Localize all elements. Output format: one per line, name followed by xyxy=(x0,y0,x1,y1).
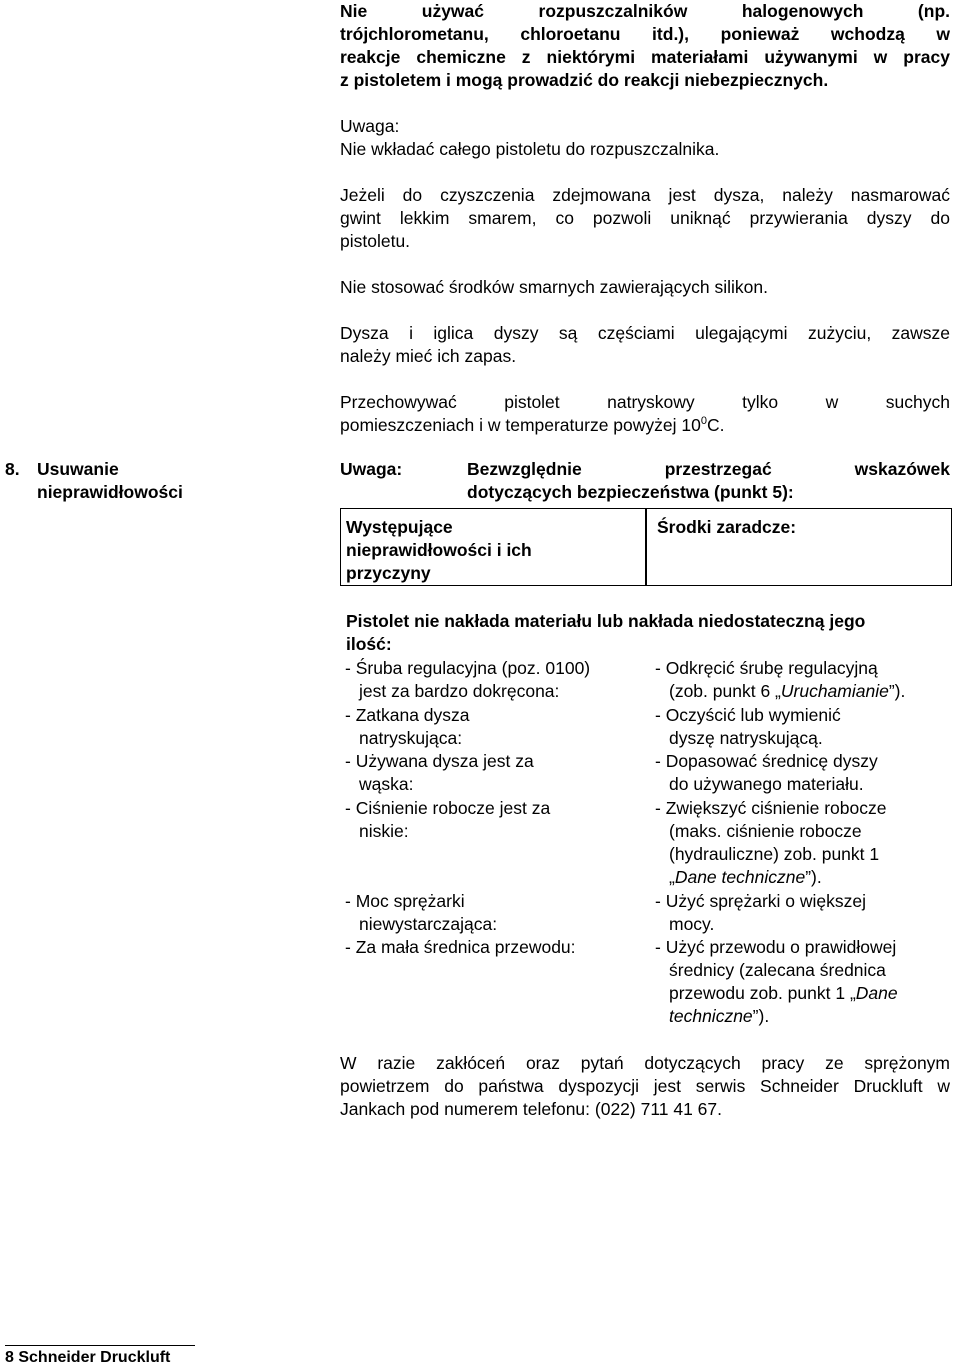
cause-clogged-nozzle-line2: natryskująca: xyxy=(359,728,463,748)
footer-rule xyxy=(5,1345,195,1346)
remedy-compressor-line1: - Użyć sprężarki o większej xyxy=(655,891,867,911)
section-title-line2: nieprawidłowości xyxy=(37,482,183,502)
table-header-cause-line3: przyczyny xyxy=(346,563,431,583)
storage-line2-unit: C. xyxy=(707,415,725,435)
nozzle-paragraph-line3: pistoletu. xyxy=(340,231,411,251)
contact-line1: W razie zakłóceń oraz pytań dotyczących pracy ze sprężonym xyxy=(340,1053,950,1073)
table-header-remedy: Środki zaradcze: xyxy=(657,517,797,537)
cause-narrow-nozzle-line2: wąska: xyxy=(359,774,414,794)
wear-parts-line1: Dysza i iglica dyszy są częściami ulegającymi zużyciu, zawsze xyxy=(340,323,950,343)
cause-clogged-nozzle-line1: - Zatkana dysza xyxy=(345,705,470,725)
cause-low-pressure-line2: niskie: xyxy=(359,821,409,841)
remedy-hose-diameter-line2: średnicy (zalecana średnica xyxy=(669,960,886,980)
cause-narrow-nozzle-line1: - Używana dysza jest za xyxy=(345,751,534,771)
remedy-hose-diameter-line3 xyxy=(655,982,959,1005)
footer-page-label: 8 Schneider Druckluft xyxy=(5,1349,171,1366)
section-title-line1: Usuwanie xyxy=(37,459,119,479)
remedy-adjusting-screw-line1: - Odkręcić śrubę regulacyjną xyxy=(655,658,878,678)
cause-adjusting-screw-line1: - Śruba regulacyjna (poz. 0100) xyxy=(345,658,591,678)
remedy-low-pressure-quote-close: ”). xyxy=(805,867,822,887)
problem-line1: Pistolet nie nakłada materiału lub nakłada niedostateczną jego xyxy=(346,611,866,631)
contact-line2: powietrzem do państwa dyspozycji jest serwis Schneider Druckluft w xyxy=(340,1076,950,1096)
note-text: Nie wkładać całego pistoletu do rozpuszczalnika. xyxy=(340,139,720,159)
warning-line2: dotyczących bezpieczeństwa (punkt 5): xyxy=(467,482,794,502)
remedy-hose-ref-prefix: przewodu zob. punkt 1 „ xyxy=(669,983,856,1003)
remedy-hose-ref-title-part1: Dane xyxy=(855,983,898,1003)
remedy-ref-title: Uruchamianie xyxy=(780,681,889,701)
warning-line1: Bezwzględnie przestrzegać wskazówek xyxy=(467,459,950,479)
table-header-cause-line1: Występujące xyxy=(346,517,453,537)
remedy-compressor-line2: mocy. xyxy=(669,914,715,934)
solvent-warning-line3: reakcje chemiczne z niektórymi materiałami używanymi w pracy xyxy=(340,47,950,67)
solvent-warning-line2: trójchlorometanu, chloroetanu itd.), ponieważ wchodzą w xyxy=(340,24,950,44)
remedy-narrow-nozzle-line1: - Dopasować średnicę dyszy xyxy=(655,751,878,771)
remedy-clogged-nozzle-line1: - Oczyścić lub wymienić xyxy=(655,705,841,725)
storage-line2 xyxy=(340,414,950,437)
cause-low-pressure-line1: - Ciśnienie robocze jest za xyxy=(345,798,551,818)
problem-line2: ilość: xyxy=(346,634,392,654)
cause-hose-diameter-line1: - Za mała średnica przewodu: xyxy=(345,937,576,957)
remedy-low-pressure-line3: (hydrauliczne) zob. punkt 1 xyxy=(669,844,880,864)
warning-label: Uwaga: xyxy=(340,459,403,479)
cause-compressor-line1: - Moc sprężarki xyxy=(345,891,465,911)
remedy-ref-suffix: ”). xyxy=(888,681,906,701)
nozzle-paragraph-line1: Jeżeli do czyszczenia zdejmowana jest dysza, należy nasmarować xyxy=(340,185,950,205)
remedy-adjusting-screw-line2 xyxy=(655,680,959,703)
remedy-clogged-nozzle-line2: dyszę natryskującą. xyxy=(669,728,823,748)
remedy-low-pressure-quote-open: „ xyxy=(669,867,675,887)
remedy-low-pressure-line1: - Zwiększyć ciśnienie robocze xyxy=(655,798,887,818)
storage-line1: Przechowywać pistolet natryskowy tylko w suchych xyxy=(340,392,950,412)
section-number: 8. xyxy=(5,459,20,479)
wear-parts-line2: należy mieć ich zapas. xyxy=(340,346,517,366)
contact-line3: Jankach pod numerem telefonu: (022) 711 41 67. xyxy=(340,1099,723,1119)
remedy-hose-ref-title-part2: techniczne xyxy=(669,1006,753,1026)
remedy-narrow-nozzle-line2: do używanego materiału. xyxy=(669,774,864,794)
silicone-paragraph: Nie stosować środków smarnych zawierających silikon. xyxy=(340,277,768,297)
remedy-hose-diameter-line4 xyxy=(655,1005,959,1028)
cause-compressor-line2: niewystarczająca: xyxy=(359,914,498,934)
remedy-hose-diameter-line1: - Użyć przewodu o prawidłowej xyxy=(655,937,897,957)
remedy-low-pressure-line4 xyxy=(655,866,959,889)
cause-adjusting-screw-line2: jest za bardzo dokręcona: xyxy=(359,681,560,701)
solvent-warning-line1: Nie używać rozpuszczalników halogenowych (np. xyxy=(340,1,950,21)
nozzle-paragraph-line2: gwint lekkim smarem, co pozwoli uniknąć przywierania dyszy do xyxy=(340,208,950,228)
remedy-ref-prefix: (zob. punkt 6 „ xyxy=(669,681,781,701)
remedy-hose-ref-suffix: ”). xyxy=(752,1006,770,1026)
solvent-warning-line4: z pistoletem i mogą prowadzić do reakcji niebezpiecznych. xyxy=(340,70,829,90)
storage-line2-text: pomieszczeniach i w temperaturze powyżej 10 xyxy=(340,415,701,435)
table-header-cause-line2: nieprawidłowości i ich xyxy=(346,540,532,560)
remedy-low-pressure-line2: (maks. ciśnienie robocze xyxy=(669,821,862,841)
degree-superscript: 0 xyxy=(700,415,707,428)
remedy-low-pressure-ref-title: Dane techniczne xyxy=(674,867,806,887)
note-label: Uwaga: xyxy=(340,116,400,136)
